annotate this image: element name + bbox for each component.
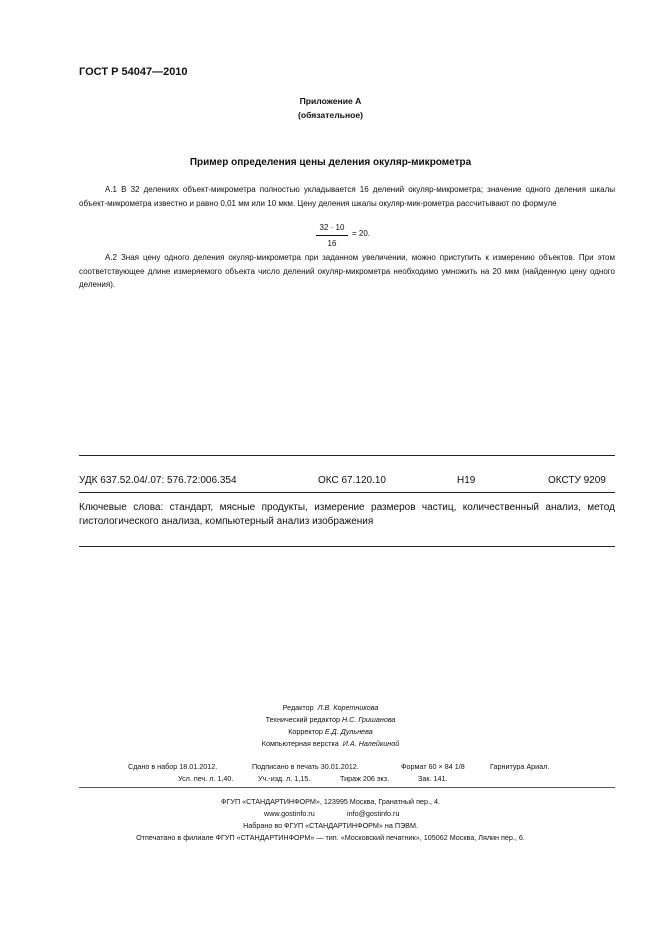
credit-name: Е.Д. Дульнева (324, 727, 373, 736)
pech-listy: Усл. печ. л. 1,40. (178, 774, 234, 783)
signed-date: Подписано в печать 30.01.2012. (252, 762, 359, 771)
credit-name: Л.В. Коретникова (317, 703, 379, 712)
bottom-rule (79, 546, 615, 547)
typeset-note: Набрано во ФГУП «СТАНДАРТИНФОРМ» на ПЭВМ. (243, 821, 418, 830)
keywords: Ключевые слова: стандарт, мясные продукты, измерение размеров частиц, количественный анализ, метод гистологического анализа, компьютерный анализ изображения (79, 502, 615, 527)
credit-role: Технический редактор (265, 715, 340, 724)
formula-numerator: 32 · 10 (319, 223, 345, 232)
formula-fraction (316, 222, 348, 250)
credit-name: И.А. Налейкиной (342, 739, 400, 748)
credit-name: Н.С. Гришанова (341, 715, 396, 724)
paragraph-a2: А.2 Зная цену одного деления окуляр-микрометра при заданном увеличении, можно приступить к измерению объектов. При этом соответствующее длине измеряемого объекта число делений окуляр-микрометра необходимо умножить на 20 мкм (найденную цену одного деления). (79, 253, 615, 289)
annex-title: Пример определения цены деления окуляр-микрометра (189, 157, 472, 168)
format-label: Формат 60 × 84 (401, 762, 453, 771)
credit-layout (0, 739, 661, 748)
middle-rule (79, 492, 615, 493)
publisher-email[interactable]: info@gostinfo.ru (347, 809, 400, 818)
order-number: Зак. 141. (418, 774, 448, 783)
credit-role: Редактор (282, 703, 314, 712)
submitted-date: Сдано в набор 18.01.2012. (128, 762, 218, 771)
credit-tech-editor (0, 715, 661, 724)
publisher-website[interactable]: www.gostinfo.ru (264, 809, 315, 818)
credit-role: Корректор (288, 727, 323, 736)
udk-code: УДК 637.52.04/.07: 576.72:006.354 (79, 475, 237, 486)
standard-code: ГОСТ Р 54047—2010 (79, 66, 188, 78)
top-rule (79, 455, 615, 456)
imprint-rule (79, 787, 615, 788)
credit-editor (0, 703, 661, 712)
publisher-address: ФГУП «СТАНДАРТИНФОРМ», 123995 Москва, Гранатный пер., 4. (221, 797, 440, 806)
print-run: Тираж 206 экз. (340, 774, 390, 783)
format-fraction: 1/8 (454, 762, 465, 771)
printing-house: Отпечатано в филиале ФГУП «СТАНДАРТИНФОРМ» — тип. «Московский печатник», 105062 Москва, Лялин пер., 6. (136, 833, 525, 842)
credit-corrector (0, 727, 661, 736)
paragraph-a1: А.1 В 32 делениях объект-микрометра полностью укладывается 16 делений окуляр-микрометра; значение одного деления шкалы объект-микрометра известно и равно 0,01 мм или 10 мкм. Цену деления шкалы окуляр-мик-рометра рассчитывают по формуле (79, 185, 615, 208)
fraction-bar (316, 235, 348, 236)
typeface: Гарнитура Ариал. (490, 762, 550, 771)
annex-label: Приложение А (299, 96, 362, 106)
group-code: Н19 (457, 475, 476, 486)
uch-izd-listy: Уч.-изд. л. 1,15. (258, 774, 311, 783)
formula-result: = 20. (352, 229, 371, 238)
annex-status: (обязательное) (297, 110, 364, 120)
formula-denominator: 16 (327, 239, 337, 248)
print-format (401, 762, 465, 771)
okstu-code: ОКСТУ 9209 (548, 475, 606, 486)
oks-code: ОКС 67.120.10 (318, 475, 386, 486)
credit-role: Компьютерная верстка (261, 739, 339, 748)
